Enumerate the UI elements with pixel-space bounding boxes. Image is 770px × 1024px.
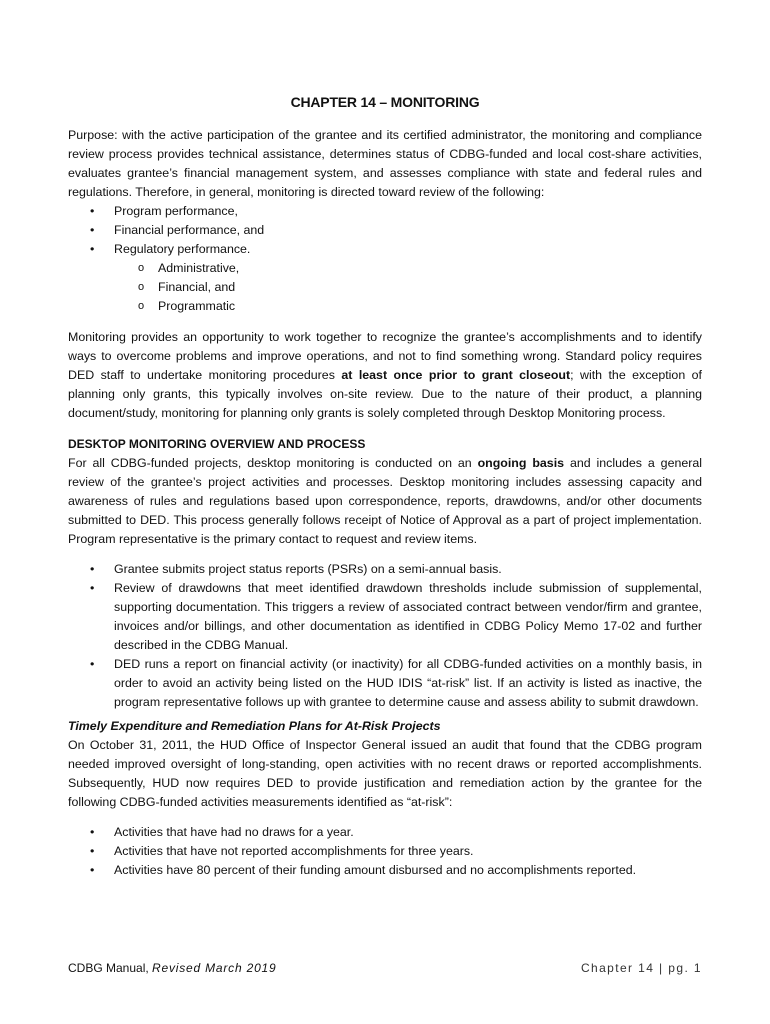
list-item-label: Regulatory performance. [114,242,251,256]
sublist-item: o Financial, and [68,278,702,297]
monitoring-bold: at least once prior to grant closeout [341,368,571,382]
monitoring-paragraph [68,328,702,423]
page-footer [68,959,702,978]
desktop-text-1: For all CDBG-funded projects, desktop monitoring is conducted on an [68,456,478,470]
desktop-text-2: and includes a general review of the grantee’s project activities and processes. Desktop monitoring includes assessing capacity and awareness of rules and regulations based upon correspondence, reports, drawdowns, and/or other documents submitted to DED. This process generally follows receipt of Notice of Approval as a part of project implementation. Program representative is the primary contact to request and review items. [68,456,703,546]
monitoring-text-1: Monitoring provides an opportunity to work together to recognize the grantee’s accomplishments and to identify ways to overcome problems and improve operations, and not to find something wrong. Standard policy requires DED staff to undertake monitoring procedures [68,330,702,382]
sublist-item: o Programmatic [68,297,702,316]
at-risk-list [68,823,702,880]
desktop-list [68,560,702,712]
desktop-bold: ongoing basis [477,456,565,470]
list-item: • Grantee submits project status reports (PSRs) on a semi-annual basis. [68,560,702,579]
sublist-item: o Administrative, [68,259,702,278]
timely-expenditure-paragraph: On October 31, 2011, the HUD Office of Inspector General issued an audit that found that the CDBG program needed improved oversight of long-standing, open activities with no recent draws or reported accomplishments. Subsequently, HUD now requires DED to provide justification and remediation action by the grantee for the following CDBG-funded activities measurements identified as “at-risk”: [68,738,702,809]
list-item: • Activities that have had no draws for a year. [68,823,702,842]
footer-revised-date: Revised March 2019 [152,961,277,975]
regulatory-sublist [68,259,702,316]
footer-page-number: Chapter 14 | pg. 1 [580,961,702,975]
purpose-list [68,202,702,316]
list-item [68,240,702,316]
desktop-monitoring-heading: DESKTOP MONITORING OVERVIEW AND PROCESS [68,437,366,451]
list-item: • Financial performance, and [68,221,702,240]
footer-manual-label: CDBG Manual, [68,961,153,975]
list-item: • DED runs a report on financial activity (or inactivity) for all CDBG-funded activities on a monthly basis, in order to avoid an activity being listed on the HUD IDIS “at-risk” list. If an activity is listed as inactive, the program representative follows up with grantee to determine cause and assess ability to submit drawdown. [68,655,702,712]
list-item: • Activities have 80 percent of their funding amount disbursed and no accomplishments reported. [68,861,702,880]
monitoring-text-2: ; with the exception of planning only grants, this typically involves on-site review. Due to the nature of their product, a planning document/study, monitoring for planning only grants is solely completed through Desktop Monitoring process. [68,368,702,420]
page-title: CHAPTER 14 – MONITORING [290,94,480,110]
timely-expenditure-heading: Timely Expenditure and Remediation Plans for At-Risk Projects [68,719,441,733]
list-item: • Activities that have not reported accomplishments for three years. [68,842,702,861]
desktop-monitoring-paragraph [68,454,702,549]
list-item: • Review of drawdowns that meet identified drawdown thresholds include submission of supplemental, supporting documentation. This triggers a review of associated contract between vendor/firm and grantee, invoices and/or billings, and other documentation as identified in CDBG Policy Memo 17-02 and further described in the CDBG Manual. [68,579,702,655]
footer-manual [68,959,277,978]
list-item: • Program performance, [68,202,702,221]
purpose-paragraph: Purpose: with the active participation of the grantee and its certified administrator, the monitoring and compliance review process provides technical assistance, determines status of CDBG-funded and local cost-share activities, evaluates grantee’s financial management system, and assesses compliance with state and federal rules and regulations. Therefore, in general, monitoring is directed toward review of the following: [68,128,702,199]
